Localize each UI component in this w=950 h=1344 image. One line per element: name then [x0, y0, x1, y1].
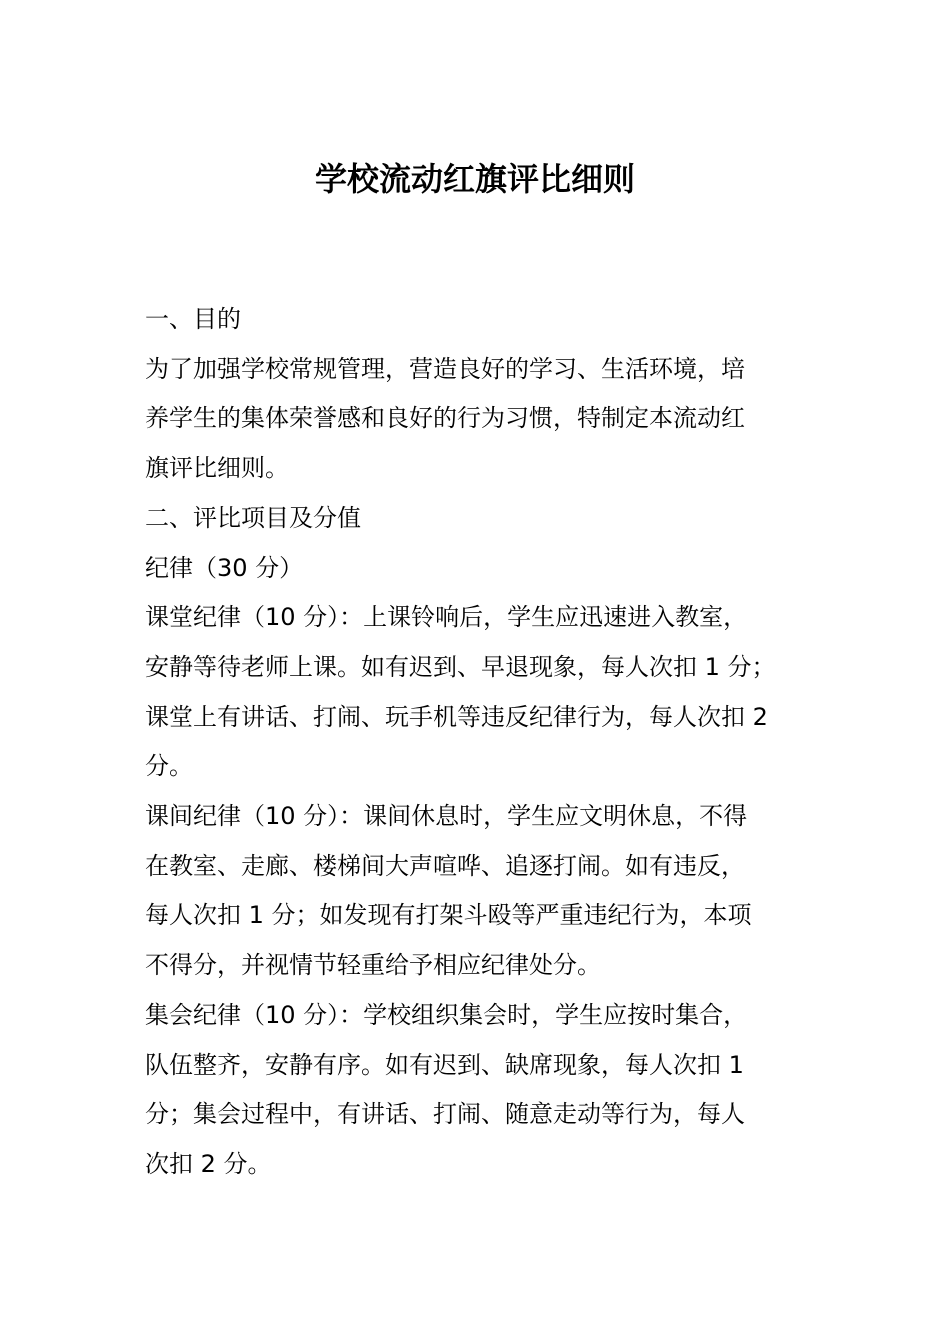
paragraph-line: 课间纪律（10 分）：课间休息时，学生应文明休息，不得 [145, 802, 748, 831]
section-heading-items: 二、评比项目及分值 [145, 503, 361, 532]
subheading-discipline: 纪律（30 分） [145, 553, 304, 582]
paragraph-line: 课堂上有讲话、打闹、玩手机等违反纪律行为，每人次扣 2 [145, 702, 768, 731]
paragraph-line: 为了加强学校常规管理，营造良好的学习、生活环境，培 [145, 354, 745, 383]
paragraph-line: 集会纪律（10 分）：学校组织集会时，学生应按时集合， [145, 1000, 748, 1029]
paragraph-line: 课堂纪律（10 分）：上课铃响后，学生应迅速进入教室， [145, 603, 748, 632]
document-title: 学校流动红旗评比细则 [314, 160, 635, 198]
paragraph-line: 分；集会过程中，有讲话、打闹、随意走动等行为，每人 [145, 1100, 745, 1129]
document-body [145, 295, 835, 1190]
paragraph-line: 每人次扣 1 分；如发现有打架斗殴等严重违纪行为，本项 [145, 901, 752, 930]
paragraph-line: 旗评比细则。 [145, 454, 289, 483]
paragraph-line: 养学生的集体荣誉感和良好的行为习惯，特制定本流动红 [145, 404, 745, 433]
paragraph-line: 不得分，并视情节轻重给予相应纪律处分。 [145, 951, 601, 980]
paragraph-line: 安静等待老师上课。如有迟到、早退现象，每人次扣 1 分； [145, 652, 776, 681]
section-heading-purpose: 一、目的 [145, 305, 241, 333]
paragraph-line: 分。 [145, 752, 193, 781]
paragraph-line: 在教室、走廊、楼梯间大声喧哗、追逐打闹。如有违反， [145, 851, 745, 880]
paragraph-line: 次扣 2 分。 [145, 1149, 272, 1178]
paragraph-line: 队伍整齐，安静有序。如有迟到、缺席现象，每人次扣 1 [145, 1050, 744, 1079]
